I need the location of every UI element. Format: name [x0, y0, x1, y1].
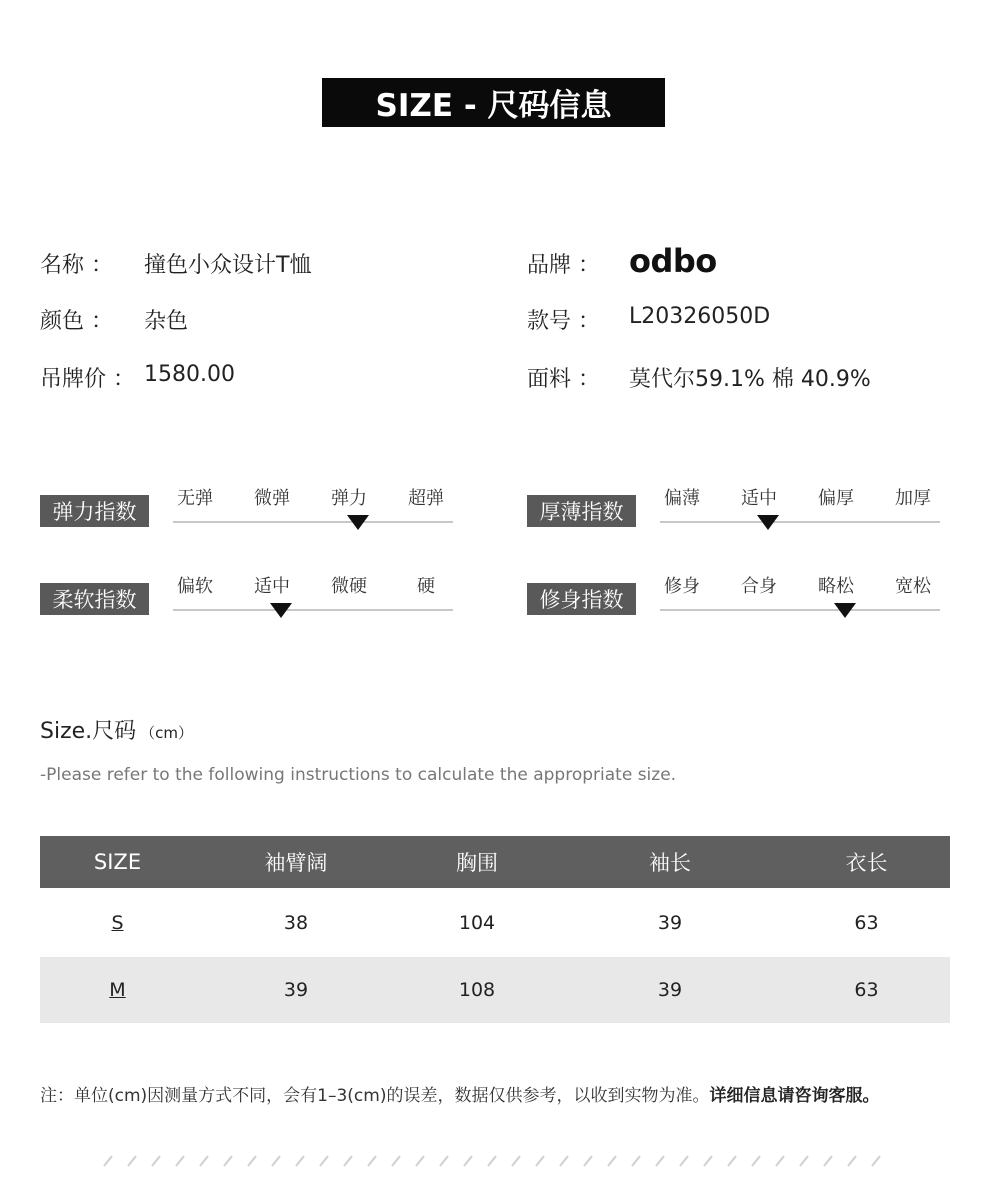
- scale-option: 加厚: [895, 488, 931, 509]
- slash-mark: [824, 1156, 832, 1166]
- elasticity-scale: [173, 484, 453, 534]
- decorative-slash-divider: [100, 1152, 890, 1172]
- table-header-cell: 袖长: [557, 836, 783, 888]
- table-header-row: [40, 836, 950, 888]
- scale-option: 适中: [254, 576, 290, 597]
- scale-option: 微硬: [331, 576, 367, 597]
- size-heading-text: Size.尺码: [40, 719, 137, 744]
- slash-mark: [224, 1156, 232, 1166]
- slash-mark: [512, 1156, 520, 1166]
- slash-mark: [848, 1156, 856, 1166]
- slash-mark: [656, 1156, 664, 1166]
- scale-option: 偏薄: [664, 488, 700, 509]
- price-value: 1580.00: [144, 362, 235, 387]
- page-title-text: SIZE - 尺码信息: [375, 88, 612, 124]
- scale-option: 无弹: [177, 488, 213, 509]
- slash-mark: [488, 1156, 496, 1166]
- style-value: L20326050D: [629, 304, 771, 329]
- table-cell-size: M: [40, 957, 195, 1023]
- slash-mark: [608, 1156, 616, 1166]
- scale-marker-icon: [757, 515, 779, 530]
- size-unit: （cm）: [140, 724, 194, 742]
- footnote-bold: 详细信息请咨询客服。: [709, 1086, 880, 1106]
- table-cell: 108: [397, 957, 557, 1023]
- table-header-cell: 胸围: [397, 836, 557, 888]
- slash-mark: [344, 1156, 352, 1166]
- slash-mark: [776, 1156, 784, 1166]
- slash-mark: [272, 1156, 280, 1166]
- scale-option: 弹力: [331, 488, 367, 509]
- name-value: 撞色小众设计T恤: [144, 253, 312, 278]
- slash-mark: [368, 1156, 376, 1166]
- table-row: [40, 957, 950, 1023]
- slash-mark: [152, 1156, 160, 1166]
- scale-line: [173, 521, 453, 523]
- slash-mark: [392, 1156, 400, 1166]
- table-cell: 104: [397, 888, 557, 957]
- scale-option: 适中: [741, 488, 777, 509]
- slash-mark: [128, 1156, 136, 1166]
- table-header-cell: 衣长: [783, 836, 950, 888]
- slash-mark: [632, 1156, 640, 1166]
- slash-mark: [752, 1156, 760, 1166]
- size-heading: [40, 714, 193, 745]
- size-instruction: -Please refer to the following instructions to calculate the appropriate size.: [40, 765, 677, 785]
- table-cell: 63: [783, 888, 950, 957]
- brand-label: 品牌 ：: [527, 253, 600, 278]
- scale-option: 超弹: [408, 488, 444, 509]
- scale-option: 偏厚: [818, 488, 854, 509]
- thickness-index-tag: 厚薄指数: [527, 495, 636, 527]
- slash-mark: [536, 1156, 544, 1166]
- softness-index-tag: 柔软指数: [40, 583, 149, 615]
- scale-option: 宽松: [895, 576, 931, 597]
- slash-mark: [584, 1156, 592, 1166]
- color-label: 颜色 ：: [40, 309, 113, 334]
- scale-line: [173, 609, 453, 611]
- table-cell: 38: [195, 888, 397, 957]
- slash-mark: [416, 1156, 424, 1166]
- slash-mark: [704, 1156, 712, 1166]
- scale-option: 修身: [664, 576, 700, 597]
- slash-mark: [296, 1156, 304, 1166]
- elasticity-index-tag: 弹力指数: [40, 495, 149, 527]
- slash-mark: [104, 1156, 112, 1166]
- thickness-scale: [660, 484, 940, 534]
- scale-option: 略松: [818, 576, 854, 597]
- softness-scale: [173, 572, 453, 622]
- scale-option: 硬: [417, 576, 435, 597]
- slash-mark: [872, 1156, 880, 1166]
- scale-marker-icon: [834, 603, 856, 618]
- scale-marker-icon: [347, 515, 369, 530]
- brand-logo: odbo: [629, 242, 717, 280]
- slash-mark: [320, 1156, 328, 1166]
- color-value: 杂色: [144, 309, 189, 334]
- name-label: 名称 ：: [40, 253, 113, 278]
- slash-mark: [800, 1156, 808, 1166]
- scale-line: [660, 521, 940, 523]
- table-cell: 39: [557, 888, 783, 957]
- table-cell: 63: [783, 957, 950, 1023]
- table-cell-size: S: [40, 888, 195, 957]
- scale-option: 微弹: [254, 488, 290, 509]
- scale-option: 偏软: [177, 576, 213, 597]
- fabric-label: 面料 ：: [527, 367, 600, 392]
- style-label: 款号 ：: [527, 309, 600, 334]
- slash-mark: [440, 1156, 448, 1166]
- size-table: [40, 836, 950, 1023]
- fit-index-tag: 修身指数: [527, 583, 636, 615]
- table-header-cell: SIZE: [40, 836, 195, 888]
- scale-line: [660, 609, 940, 611]
- scale-option: 合身: [741, 576, 777, 597]
- scale-marker-icon: [270, 603, 292, 618]
- slash-mark: [728, 1156, 736, 1166]
- slash-mark: [248, 1156, 256, 1166]
- slash-mark: [200, 1156, 208, 1166]
- table-cell: 39: [195, 957, 397, 1023]
- slash-mark: [464, 1156, 472, 1166]
- footnote: [40, 1081, 879, 1106]
- price-label: 吊牌价 ：: [40, 367, 135, 392]
- slash-mark: [176, 1156, 184, 1166]
- fabric-value: 莫代尔59.1% 棉 40.9%: [629, 367, 871, 392]
- fit-scale: [660, 572, 940, 622]
- page-title: [322, 78, 665, 127]
- footnote-text: 注：单位(cm)因测量方式不同，会有1–3(cm)的误差，数据仅供参考，以收到实物为准。: [40, 1086, 710, 1106]
- slash-mark: [560, 1156, 568, 1166]
- table-cell: 39: [557, 957, 783, 1023]
- table-header-cell: 袖臂阔: [195, 836, 397, 888]
- table-row: [40, 888, 950, 957]
- slash-mark: [680, 1156, 688, 1166]
